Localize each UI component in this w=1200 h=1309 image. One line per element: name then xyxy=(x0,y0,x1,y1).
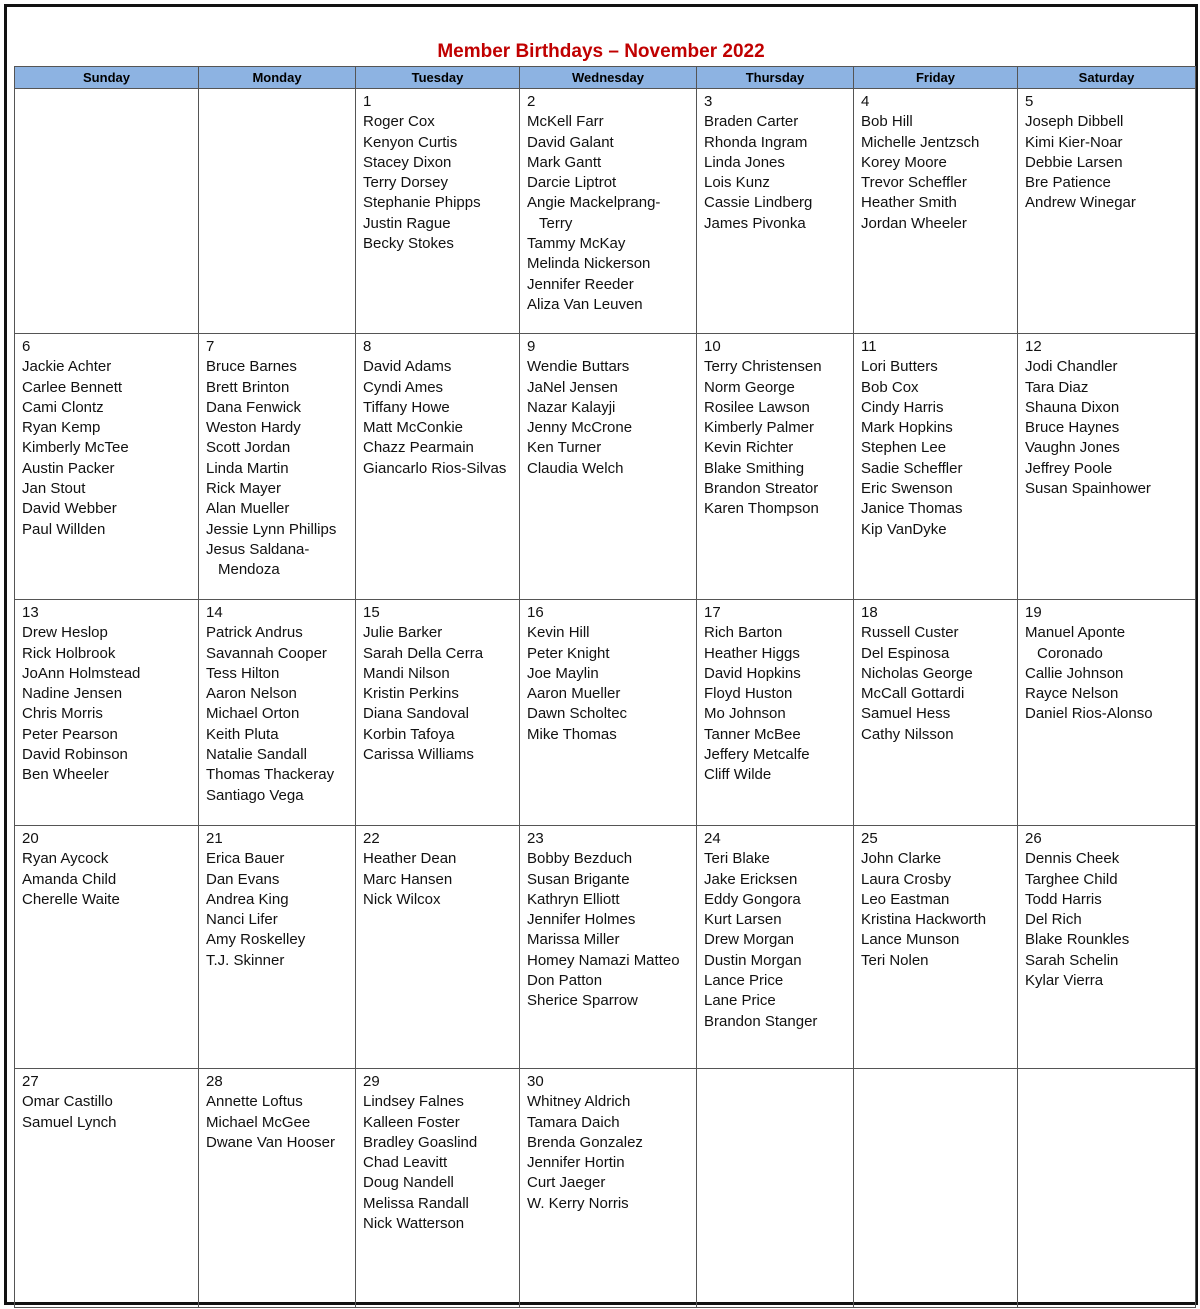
member-name: McKell Farr xyxy=(527,113,604,131)
member-name: Targhee Child xyxy=(1025,870,1118,888)
week-row xyxy=(15,1069,1196,1308)
day-cell xyxy=(697,600,854,826)
member-name: Cathy Nilsson xyxy=(861,725,954,743)
member-name: Heather Dean xyxy=(363,850,457,868)
member-name: Kristina Hackworth xyxy=(861,911,987,929)
day-cell xyxy=(697,89,854,334)
member-name: Claudia Welch xyxy=(527,459,624,477)
member-name: Brandon Streator xyxy=(704,480,819,498)
day-number: 5 xyxy=(1025,93,1034,110)
member-name: Peter Knight xyxy=(527,644,610,662)
member-name: Korbin Tafoya xyxy=(363,725,455,743)
member-name: Becky Stokes xyxy=(363,235,454,253)
day-cell xyxy=(356,600,520,826)
member-name: Lance Munson xyxy=(861,931,960,949)
member-name: Drew Morgan xyxy=(704,931,795,949)
member-name: Wendie Buttars xyxy=(527,358,630,376)
member-name: Tammy McKay xyxy=(527,235,626,253)
member-name: Whitney Aldrich xyxy=(527,1093,631,1111)
member-name: Omar Castillo xyxy=(22,1093,113,1111)
member-name: Giancarlo Rios-Silvas xyxy=(363,459,507,477)
member-name: James Pivonka xyxy=(704,214,806,232)
member-name: Heather Higgs xyxy=(704,644,800,662)
member-name: David Robinson xyxy=(22,746,128,764)
empty-day-cell xyxy=(199,89,356,334)
calendar-grid xyxy=(14,66,1196,1308)
member-name: Cindy Harris xyxy=(861,398,944,416)
week-row xyxy=(15,89,1196,334)
member-name: Doug Nandell xyxy=(363,1174,454,1192)
day-cell xyxy=(199,826,356,1069)
weekday-header-saturday: Saturday xyxy=(1018,67,1196,89)
member-name: Paul Willden xyxy=(22,520,106,538)
member-name: Bobby Bezduch xyxy=(527,850,633,868)
member-name: Linda Jones xyxy=(704,153,785,171)
member-name: T.J. Skinner xyxy=(206,951,285,969)
member-name: Tara Diaz xyxy=(1025,378,1089,396)
member-name: Amanda Child xyxy=(22,870,117,888)
member-name: Curt Jaeger xyxy=(527,1174,606,1192)
member-name: Kip VanDyke xyxy=(861,520,947,538)
empty-day-cell xyxy=(854,1069,1018,1308)
member-name: Jake Ericksen xyxy=(704,870,798,888)
member-name: Trevor Scheffler xyxy=(861,174,967,192)
day-number: 22 xyxy=(363,830,380,847)
member-name: David Hopkins xyxy=(704,664,801,682)
member-name: Kristin Perkins xyxy=(363,685,459,703)
member-name: Peter Pearson xyxy=(22,725,118,743)
member-name: Bob Hill xyxy=(861,113,913,131)
day-cell xyxy=(199,1069,356,1308)
member-name: Kenyon Curtis xyxy=(363,133,458,151)
day-cell xyxy=(854,89,1018,334)
day-cell xyxy=(520,89,697,334)
member-name: Dan Evans xyxy=(206,870,280,888)
day-number: 29 xyxy=(363,1073,380,1090)
member-name: Tiffany Howe xyxy=(363,398,450,416)
member-name: Bre Patience xyxy=(1025,174,1111,192)
day-number: 15 xyxy=(363,604,380,621)
member-name: Kathryn Elliott xyxy=(527,890,620,908)
member-name: Annette Loftus xyxy=(206,1093,303,1111)
day-cell xyxy=(520,1069,697,1308)
day-cell xyxy=(15,826,199,1069)
member-name: Norm George xyxy=(704,378,795,396)
member-name: Aaron Nelson xyxy=(206,685,297,703)
member-name: Cyndi Ames xyxy=(363,378,444,396)
member-name: Nanci Lifer xyxy=(206,911,278,929)
member-name: Chris Morris xyxy=(22,705,103,723)
day-cell xyxy=(854,826,1018,1069)
day-cell xyxy=(520,334,697,600)
calendar-title: Member Birthdays – November 2022 xyxy=(437,41,765,62)
member-name: Cliff Wilde xyxy=(704,766,772,784)
member-name: Stacey Dixon xyxy=(363,153,452,171)
member-name: Savannah Cooper xyxy=(206,644,327,662)
member-name: Debbie Larsen xyxy=(1025,153,1123,171)
day-cell xyxy=(854,334,1018,600)
day-number: 8 xyxy=(363,338,372,355)
member-name: Dana Fenwick xyxy=(206,398,302,416)
member-name: Kurt Larsen xyxy=(704,911,782,929)
member-name: Thomas Thackeray xyxy=(206,766,335,784)
member-name: Chad Leavitt xyxy=(363,1154,448,1172)
day-number: 13 xyxy=(22,604,39,621)
day-cell xyxy=(199,334,356,600)
member-name: Brenda Gonzalez xyxy=(527,1133,643,1151)
member-name: Ben Wheeler xyxy=(22,766,109,784)
member-name: Eddy Gongora xyxy=(704,890,801,908)
member-name: Janice Thomas xyxy=(861,500,963,518)
member-name: Angie Mackelprang-Terry xyxy=(527,194,661,232)
member-name: Kevin Richter xyxy=(704,439,794,457)
member-name: Nick Watterson xyxy=(363,1215,465,1233)
member-name: Scott Jordan xyxy=(206,439,291,457)
member-name: Cassie Lindberg xyxy=(704,194,813,212)
day-number: 20 xyxy=(22,830,39,847)
member-name: Susan Spainhower xyxy=(1025,480,1151,498)
member-name: Leo Eastman xyxy=(861,890,950,908)
member-name: Russell Custer xyxy=(861,624,959,642)
member-name: Dennis Cheek xyxy=(1025,850,1120,868)
member-name: Weston Hardy xyxy=(206,419,301,437)
week-row xyxy=(15,334,1196,600)
weekday-header-friday: Friday xyxy=(854,67,1018,89)
day-cell xyxy=(520,600,697,826)
member-name: Tanner McBee xyxy=(704,725,801,743)
member-name: Callie Johnson xyxy=(1025,664,1124,682)
member-name: Bruce Haynes xyxy=(1025,419,1120,437)
member-name: Eric Swenson xyxy=(861,480,953,498)
empty-day-cell xyxy=(1018,1069,1196,1308)
member-name: Jodi Chandler xyxy=(1025,358,1118,376)
member-name: Blake Smithing xyxy=(704,459,805,477)
member-name: Teri Nolen xyxy=(861,951,929,969)
member-name: Patrick Andrus xyxy=(206,624,303,642)
member-name: Julie Barker xyxy=(363,624,443,642)
member-name: Lori Butters xyxy=(861,358,938,376)
member-name: Michael Orton xyxy=(206,705,300,723)
member-name: Jesus Saldana-Mendoza xyxy=(206,540,310,579)
calendar-frame xyxy=(4,4,1198,1305)
member-name: Melissa Randall xyxy=(363,1194,469,1212)
weekday-header-wednesday: Wednesday xyxy=(520,67,697,89)
member-name: Santiago Vega xyxy=(206,786,304,804)
member-name: Tess Hilton xyxy=(206,664,280,682)
member-name: Vaughn Jones xyxy=(1025,439,1120,457)
day-cell xyxy=(15,1069,199,1308)
member-name: Mark Gantt xyxy=(527,153,602,171)
member-name: Jan Stout xyxy=(22,480,86,498)
member-name: Michelle Jentzsch xyxy=(861,133,980,151)
day-cell xyxy=(697,826,854,1069)
member-name: Dustin Morgan xyxy=(704,951,802,969)
member-name: Jordan Wheeler xyxy=(861,214,967,232)
member-name: Jennifer Hortin xyxy=(527,1154,625,1172)
member-name: John Clarke xyxy=(861,850,942,868)
member-name: Todd Harris xyxy=(1025,890,1102,908)
member-name: Laura Crosby xyxy=(861,870,952,888)
weekday-header-sunday: Sunday xyxy=(15,67,199,89)
member-name: David Webber xyxy=(22,500,117,518)
member-name: Ryan Aycock xyxy=(22,850,109,868)
day-number: 3 xyxy=(704,93,713,110)
member-name: Homey Namazi Matteo xyxy=(527,951,680,969)
member-name: Karen Thompson xyxy=(704,500,819,518)
member-name: Lance Price xyxy=(704,972,784,990)
member-name: Terry Dorsey xyxy=(363,174,449,192)
member-name: Stephen Lee xyxy=(861,439,947,457)
member-name: Rich Barton xyxy=(704,624,783,642)
member-name: Rayce Nelson xyxy=(1025,685,1119,703)
member-name: Don Patton xyxy=(527,972,603,990)
member-name: Linda Martin xyxy=(206,459,289,477)
member-name: Cherelle Waite xyxy=(22,890,120,908)
weekday-header-row xyxy=(15,67,1196,89)
day-number: 11 xyxy=(861,338,877,355)
member-name: Roger Cox xyxy=(363,113,435,131)
member-name: Daniel Rios-Alonso xyxy=(1025,705,1153,723)
member-name: Sarah Della Cerra xyxy=(363,644,484,662)
member-name: Terry Christensen xyxy=(704,358,822,376)
member-name: Nicholas George xyxy=(861,664,973,682)
day-number: 9 xyxy=(527,338,536,355)
member-name: Chazz Pearmain xyxy=(363,439,474,457)
member-name: Tamara Daich xyxy=(527,1113,620,1131)
member-name: Jackie Achter xyxy=(22,358,112,376)
member-name: Shauna Dixon xyxy=(1025,398,1120,416)
day-number: 18 xyxy=(861,604,878,621)
day-cell xyxy=(356,334,520,600)
day-cell xyxy=(854,600,1018,826)
member-name: Kimi Kier-Noar xyxy=(1025,133,1123,151)
week-row xyxy=(15,826,1196,1069)
day-number: 6 xyxy=(22,338,31,355)
member-name: Bob Cox xyxy=(861,378,919,396)
member-name: Jenny McCrone xyxy=(527,419,633,437)
member-name: Teri Blake xyxy=(704,850,770,868)
member-name: Ryan Kemp xyxy=(22,419,101,437)
member-name: Dwane Van Hooser xyxy=(206,1133,335,1151)
member-name: Mo Johnson xyxy=(704,705,786,723)
day-number: 28 xyxy=(206,1073,223,1090)
day-number: 27 xyxy=(22,1073,39,1090)
member-name: Carissa Williams xyxy=(363,746,474,764)
member-name: Braden Carter xyxy=(704,113,799,131)
day-cell xyxy=(520,826,697,1069)
day-number: 12 xyxy=(1025,338,1042,355)
member-name: Brett Brinton xyxy=(206,378,290,396)
member-name: Drew Heslop xyxy=(22,624,108,642)
member-name: Rick Holbrook xyxy=(22,644,116,662)
member-name: Samuel Lynch xyxy=(22,1113,117,1131)
day-number: 7 xyxy=(206,338,215,355)
member-name: Sarah Schelin xyxy=(1025,951,1119,969)
member-name: Jessie Lynn Phillips xyxy=(206,520,337,538)
weekday-header-thursday: Thursday xyxy=(697,67,854,89)
member-name: Lane Price xyxy=(704,992,776,1010)
member-name: Lindsey Falnes xyxy=(363,1093,464,1111)
member-name: Ken Turner xyxy=(527,439,602,457)
member-name: Erica Bauer xyxy=(206,850,285,868)
day-cell xyxy=(1018,89,1196,334)
day-cell xyxy=(15,334,199,600)
member-name: Kevin Hill xyxy=(527,624,590,642)
member-name: Del Espinosa xyxy=(861,644,950,662)
member-name: Jeffery Metcalfe xyxy=(704,746,810,764)
day-cell xyxy=(356,826,520,1069)
member-name: JoAnn Holmstead xyxy=(22,664,141,682)
weekday-header-tuesday: Tuesday xyxy=(356,67,520,89)
member-name: W. Kerry Norris xyxy=(527,1194,629,1212)
member-name: JaNel Jensen xyxy=(527,378,618,396)
member-name: Mike Thomas xyxy=(527,725,617,743)
member-name: Kimberly Palmer xyxy=(704,419,815,437)
member-name: Kalleen Foster xyxy=(363,1113,460,1131)
member-name: Justin Rague xyxy=(363,214,451,232)
member-name: Melinda Nickerson xyxy=(527,255,651,273)
member-name: Marc Hansen xyxy=(363,870,453,888)
empty-day-cell xyxy=(15,89,199,334)
member-name: Samuel Hess xyxy=(861,705,951,723)
day-number: 4 xyxy=(861,93,870,110)
member-name: Nick Wilcox xyxy=(363,890,441,908)
member-name: Natalie Sandall xyxy=(206,746,307,764)
member-name: Mandi Nilson xyxy=(363,664,450,682)
member-name: Nazar Kalayji xyxy=(527,398,616,416)
day-cell xyxy=(356,1069,520,1308)
member-name: Alan Mueller xyxy=(206,500,290,518)
member-name: Bruce Barnes xyxy=(206,358,297,376)
member-name: Andrea King xyxy=(206,890,289,908)
member-name: Rick Mayer xyxy=(206,480,282,498)
day-number: 1 xyxy=(363,93,372,110)
day-number: 23 xyxy=(527,830,544,847)
day-cell xyxy=(356,89,520,334)
day-number: 2 xyxy=(527,93,536,110)
member-name: Cami Clontz xyxy=(22,398,104,416)
member-name: Manuel Aponte Coronado xyxy=(1025,624,1126,662)
weekday-header-monday: Monday xyxy=(199,67,356,89)
day-number: 10 xyxy=(704,338,721,355)
member-name: Stephanie Phipps xyxy=(363,194,481,212)
member-name: Austin Packer xyxy=(22,459,115,477)
member-name: Dawn Scholtec xyxy=(527,705,628,723)
day-cell xyxy=(1018,334,1196,600)
member-name: Matt McConkie xyxy=(363,419,464,437)
day-number: 24 xyxy=(704,830,721,847)
member-name: Joe Maylin xyxy=(527,664,599,682)
member-name: Rosilee Lawson xyxy=(704,398,810,416)
member-name: Andrew Winegar xyxy=(1025,194,1136,212)
member-name: McCall Gottardi xyxy=(861,685,965,703)
day-number: 26 xyxy=(1025,830,1042,847)
member-name: Rhonda Ingram xyxy=(704,133,808,151)
member-name: Kimberly McTee xyxy=(22,439,129,457)
member-name: Mark Hopkins xyxy=(861,419,953,437)
day-cell xyxy=(15,600,199,826)
member-name: Jeffrey Poole xyxy=(1025,459,1113,477)
week-row xyxy=(15,600,1196,826)
member-name: Amy Roskelley xyxy=(206,931,306,949)
member-name: Aaron Mueller xyxy=(527,685,621,703)
day-cell xyxy=(1018,600,1196,826)
day-number: 16 xyxy=(527,604,544,621)
member-name: Kylar Vierra xyxy=(1025,972,1104,990)
member-name: Sherice Sparrow xyxy=(527,992,638,1010)
member-name: Bradley Goaslind xyxy=(363,1133,478,1151)
day-number: 21 xyxy=(206,830,223,847)
member-name: Diana Sandoval xyxy=(363,705,469,723)
day-number: 14 xyxy=(206,604,223,621)
day-cell xyxy=(1018,826,1196,1069)
member-name: Jennifer Reeder xyxy=(527,275,634,293)
member-name: Carlee Bennett xyxy=(22,378,123,396)
member-name: Marissa Miller xyxy=(527,931,620,949)
member-name: Jennifer Holmes xyxy=(527,911,636,929)
member-name: Del Rich xyxy=(1025,911,1082,929)
member-name: Brandon Stanger xyxy=(704,1012,818,1030)
member-name: Keith Pluta xyxy=(206,725,279,743)
day-number: 19 xyxy=(1025,604,1042,621)
member-name: Floyd Huston xyxy=(704,685,793,703)
member-name: David Adams xyxy=(363,358,452,376)
member-name: Michael McGee xyxy=(206,1113,311,1131)
member-name: Blake Rounkles xyxy=(1025,931,1130,949)
day-number: 17 xyxy=(704,604,721,621)
member-name: Joseph Dibbell xyxy=(1025,113,1124,131)
member-name: Nadine Jensen xyxy=(22,685,123,703)
member-name: Aliza Van Leuven xyxy=(527,295,643,313)
member-name: Korey Moore xyxy=(861,153,947,171)
member-name: Heather Smith xyxy=(861,194,957,212)
member-name: Susan Brigante xyxy=(527,870,630,888)
member-name: Darcie Liptrot xyxy=(527,174,617,192)
member-name: Sadie Scheffler xyxy=(861,459,963,477)
day-number: 30 xyxy=(527,1073,544,1090)
empty-day-cell xyxy=(697,1069,854,1308)
member-name: David Galant xyxy=(527,133,614,151)
member-name: Lois Kunz xyxy=(704,174,770,192)
day-cell xyxy=(199,600,356,826)
day-cell xyxy=(697,334,854,600)
day-number: 25 xyxy=(861,830,878,847)
